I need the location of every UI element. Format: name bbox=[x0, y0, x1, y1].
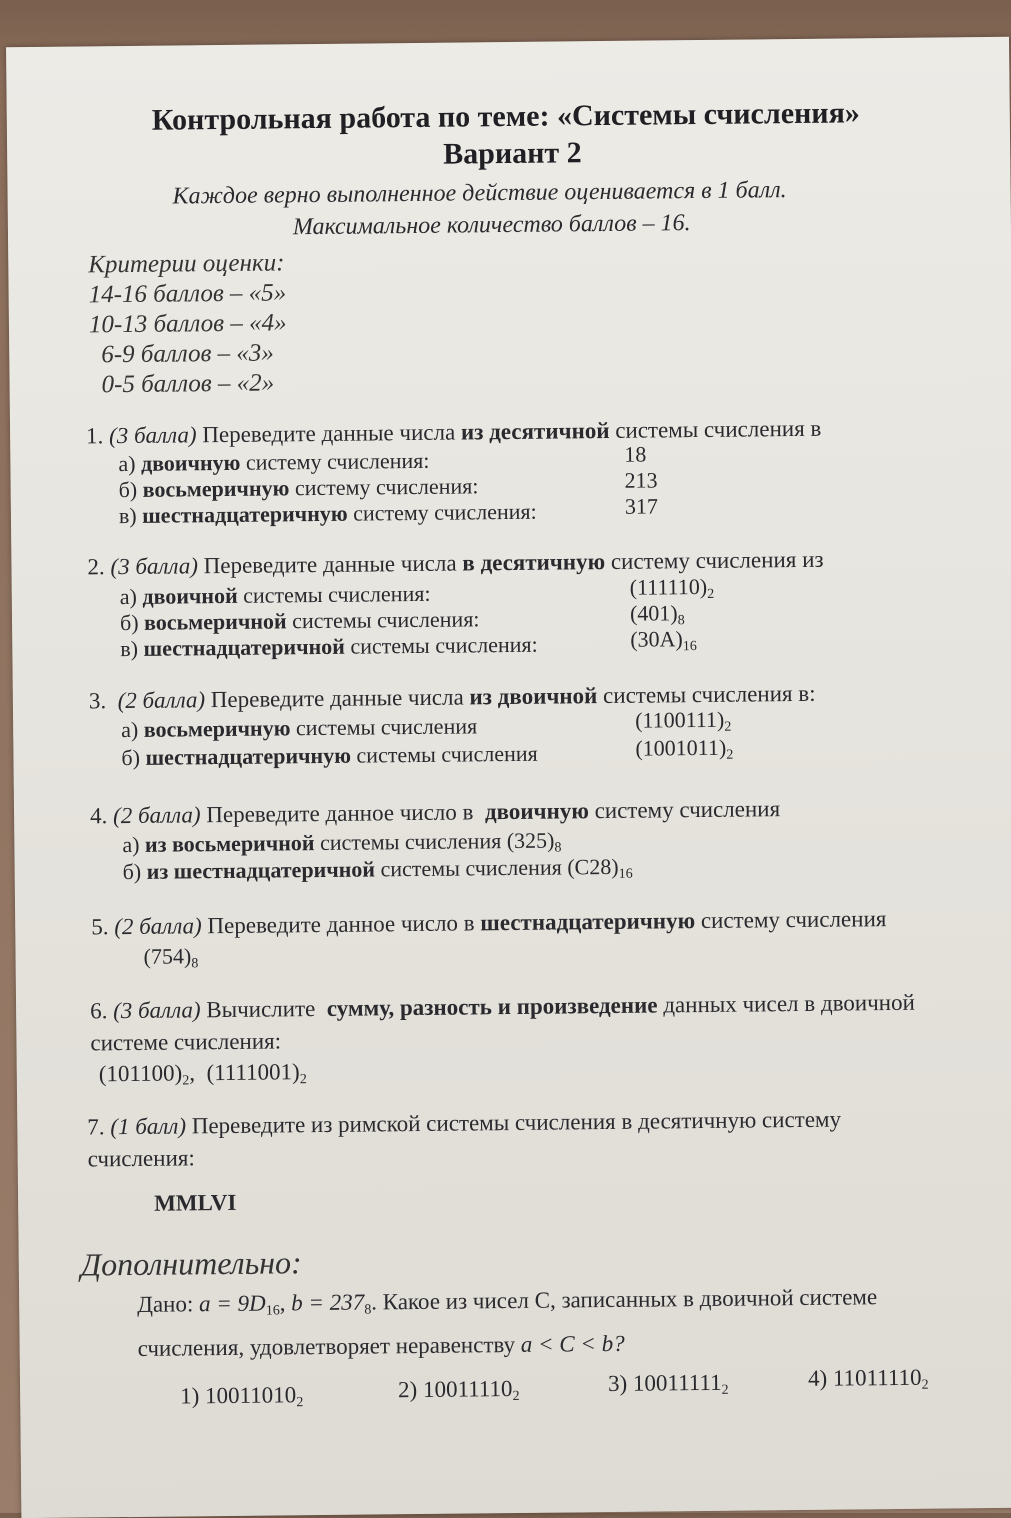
item-value bbox=[635, 707, 732, 737]
question-emphasis: из десятичной bbox=[460, 417, 610, 445]
question-3-item-a bbox=[121, 713, 477, 743]
question-points: (2 балла) bbox=[112, 802, 201, 829]
criteria-item: 10-13 баллов – «4» bbox=[88, 309, 287, 339]
item-text: систему счисления: bbox=[245, 447, 430, 475]
value-number: (30A) bbox=[630, 626, 683, 652]
extra-inequality: a < C < b? bbox=[520, 1330, 625, 1357]
value-separator: , bbox=[189, 1060, 196, 1086]
answer-option-4 bbox=[808, 1365, 929, 1395]
item-value: 18 bbox=[624, 441, 647, 467]
item-value bbox=[630, 626, 697, 656]
question-number: 5. bbox=[91, 914, 109, 940]
question-7 bbox=[87, 1107, 841, 1141]
question-3-item-b bbox=[121, 741, 537, 771]
value-base: 2 bbox=[182, 1073, 190, 1089]
criteria-heading: Критерии оценки: bbox=[88, 249, 285, 279]
question-points: (3 балла) bbox=[110, 553, 199, 580]
value-number: (754) bbox=[143, 943, 192, 969]
question-1 bbox=[86, 416, 821, 450]
value-base: 16 bbox=[618, 866, 633, 882]
item-emphasis: из шестнадцатеричной bbox=[146, 856, 376, 884]
item-emphasis: восьмеричную bbox=[143, 715, 291, 742]
item-value bbox=[635, 735, 733, 765]
question-number: 6. bbox=[89, 998, 108, 1024]
item-letter: б) bbox=[122, 858, 142, 885]
item-text: системы счисления bbox=[380, 854, 562, 882]
value-number: (101100) bbox=[98, 1060, 183, 1087]
question-text: данных чисел в двоичной bbox=[663, 989, 915, 1018]
value-number: (1111001) bbox=[206, 1059, 300, 1086]
item-letter: а) bbox=[121, 716, 139, 743]
question-text: системы счисления в: bbox=[602, 680, 816, 709]
option-label: 2) bbox=[397, 1377, 418, 1403]
value-base: 2 bbox=[726, 747, 734, 763]
item-text: систему счисления: bbox=[294, 473, 479, 501]
question-1-item-b bbox=[119, 473, 479, 503]
value-base: 16 bbox=[265, 1303, 280, 1319]
extra-b-expression: b = 237 bbox=[291, 1289, 365, 1316]
question-text: систему счисления bbox=[594, 796, 781, 824]
question-6 bbox=[90, 990, 915, 1025]
item-value: 317 bbox=[624, 493, 658, 519]
variant-label: Вариант 2 bbox=[442, 136, 582, 171]
item-value: 213 bbox=[624, 467, 658, 493]
page-title: Контрольная работа по теме: «Системы счисления» bbox=[151, 96, 861, 137]
extra-heading: Дополнительно: bbox=[80, 1244, 302, 1283]
item-text: системы счисления bbox=[356, 740, 538, 768]
question-text: Вычислите bbox=[206, 996, 316, 1023]
question-2-item-a bbox=[120, 581, 431, 610]
question-emphasis: двоичную bbox=[484, 798, 589, 825]
question-4 bbox=[90, 796, 780, 829]
question-number: 1. bbox=[85, 423, 104, 449]
question-5-value bbox=[143, 943, 198, 973]
question-text: систему счисления bbox=[700, 906, 887, 934]
value-base: 8 bbox=[677, 613, 685, 629]
option-value: 11011110 bbox=[832, 1364, 922, 1391]
value-base: 2 bbox=[721, 1382, 729, 1398]
item-emphasis: двоичную bbox=[140, 449, 241, 476]
value-base: 16 bbox=[682, 639, 697, 655]
option-value: 10011110 bbox=[422, 1376, 513, 1402]
question-text: системы счисления в bbox=[615, 415, 822, 443]
value-number: (325) bbox=[506, 827, 555, 854]
value-base: 8 bbox=[554, 840, 562, 856]
item-letter: а) bbox=[118, 450, 136, 477]
value-base: 2 bbox=[296, 1395, 304, 1411]
value-base: 2 bbox=[724, 719, 732, 735]
max-score-note: Максимальное количество баллов – 16. bbox=[292, 210, 691, 241]
value-number: (C28) bbox=[567, 853, 619, 880]
answer-option-2 bbox=[398, 1376, 520, 1406]
question-number: 4. bbox=[89, 803, 108, 829]
item-emphasis: двоичной bbox=[142, 582, 238, 609]
criteria-item: 6-9 баллов – «3» bbox=[101, 339, 274, 369]
question-number: 2. bbox=[87, 554, 105, 580]
question-text: Переведите данные числа bbox=[202, 419, 456, 448]
item-emphasis: из восьмеричной bbox=[144, 830, 315, 857]
scoring-note: Каждое верно выполненное действие оценивается в 1 балл. bbox=[172, 177, 787, 210]
question-points: (1 балл) bbox=[110, 1113, 187, 1140]
item-emphasis: шестнадцатеричную bbox=[142, 500, 348, 528]
value-number: (401) bbox=[629, 600, 678, 626]
item-letter: а) bbox=[122, 831, 140, 858]
item-text: систему счисления: bbox=[352, 498, 537, 526]
value-separator: , bbox=[279, 1290, 286, 1316]
value-base: 2 bbox=[707, 586, 715, 602]
item-value bbox=[630, 574, 715, 604]
question-6-values bbox=[99, 1059, 307, 1090]
value-base: 2 bbox=[299, 1072, 307, 1088]
value-number: (1001011) bbox=[635, 734, 727, 761]
question-6-line-2: системе счисления: bbox=[90, 1028, 282, 1056]
question-number: 3. bbox=[88, 688, 107, 714]
answer-option-3 bbox=[608, 1370, 729, 1400]
question-points: (3 балла) bbox=[112, 997, 201, 1024]
question-text: Переведите данные числа bbox=[210, 684, 464, 713]
item-letter: в) bbox=[118, 502, 137, 529]
question-emphasis: шестнадцатеричную bbox=[480, 908, 696, 936]
question-number: 7. bbox=[87, 1114, 105, 1140]
item-letter: б) bbox=[118, 476, 138, 503]
item-letter: б) bbox=[119, 609, 139, 636]
item-emphasis: шестнадцатеричной bbox=[143, 633, 346, 661]
question-7-line-2: счисления: bbox=[87, 1145, 195, 1172]
item-letter: в) bbox=[120, 635, 139, 662]
value-number: (111110) bbox=[629, 573, 708, 600]
question-points: (3 балла) bbox=[108, 422, 197, 449]
question-text: Переведите данное число в bbox=[206, 799, 474, 828]
value-base: 2 bbox=[512, 1388, 520, 1405]
answer-option-1 bbox=[180, 1382, 303, 1412]
item-emphasis: шестнадцатеричную bbox=[145, 742, 352, 770]
question-text: систему счисления из bbox=[610, 546, 824, 574]
criteria-item: 0-5 баллов – «2» bbox=[101, 369, 275, 399]
option-value: 10011010 bbox=[204, 1382, 297, 1409]
question-1-item-c bbox=[119, 499, 537, 529]
value-base: 2 bbox=[921, 1377, 929, 1393]
extra-text: счисления, удовлетворяет неравенству bbox=[137, 1331, 516, 1361]
question-2-item-c bbox=[120, 632, 538, 662]
question-points: (2 балла) bbox=[117, 687, 206, 714]
question-text: Переведите из римской системы счисления в десятичную систему bbox=[191, 1106, 842, 1139]
question-text: Переведите данные числа bbox=[203, 550, 457, 579]
criteria-item: 14-16 баллов – «5» bbox=[88, 279, 287, 309]
option-label: 3) bbox=[607, 1370, 628, 1397]
value-number: (1100111) bbox=[634, 706, 725, 733]
worksheet-paper bbox=[6, 37, 1011, 1518]
item-text: системы счисления: bbox=[350, 631, 538, 659]
question-emphasis: сумму, разность и произведение bbox=[326, 992, 658, 1021]
question-5 bbox=[91, 906, 886, 940]
item-letter: а) bbox=[119, 583, 138, 610]
question-text: Переведите данное число в bbox=[207, 910, 475, 939]
item-text: системы счисления bbox=[319, 828, 502, 856]
item-text: системы счисления bbox=[295, 713, 478, 741]
question-emphasis: из двоичной bbox=[469, 683, 598, 710]
question-2-item-b bbox=[120, 606, 480, 636]
question-emphasis: в десятичную bbox=[462, 549, 606, 576]
value-base: 8 bbox=[364, 1302, 372, 1318]
item-emphasis: восьмеричной bbox=[143, 608, 287, 635]
extra-given-line bbox=[137, 1284, 877, 1321]
option-value: 10011111 bbox=[632, 1369, 722, 1396]
extra-line-2 bbox=[138, 1331, 625, 1362]
roman-numeral-value: MMLVI bbox=[154, 1189, 237, 1216]
item-letter: б) bbox=[121, 744, 141, 771]
item-emphasis: восьмеричную bbox=[142, 475, 290, 502]
extra-a-expression: a = 9D bbox=[198, 1290, 266, 1317]
item-text: системы счисления: bbox=[292, 606, 480, 634]
extra-text: . Какое из чисел С, записанных в двоичной системе bbox=[371, 1284, 878, 1315]
item-text: системы счисления: bbox=[243, 580, 431, 608]
question-points: (2 балла) bbox=[114, 913, 202, 940]
question-4-item-b bbox=[123, 854, 633, 888]
question-1-item-a bbox=[118, 448, 429, 477]
option-label: 1) bbox=[180, 1383, 200, 1409]
value-base: 8 bbox=[191, 956, 199, 972]
extra-given-label: Дано: bbox=[137, 1291, 194, 1317]
option-label: 4) bbox=[807, 1365, 828, 1391]
